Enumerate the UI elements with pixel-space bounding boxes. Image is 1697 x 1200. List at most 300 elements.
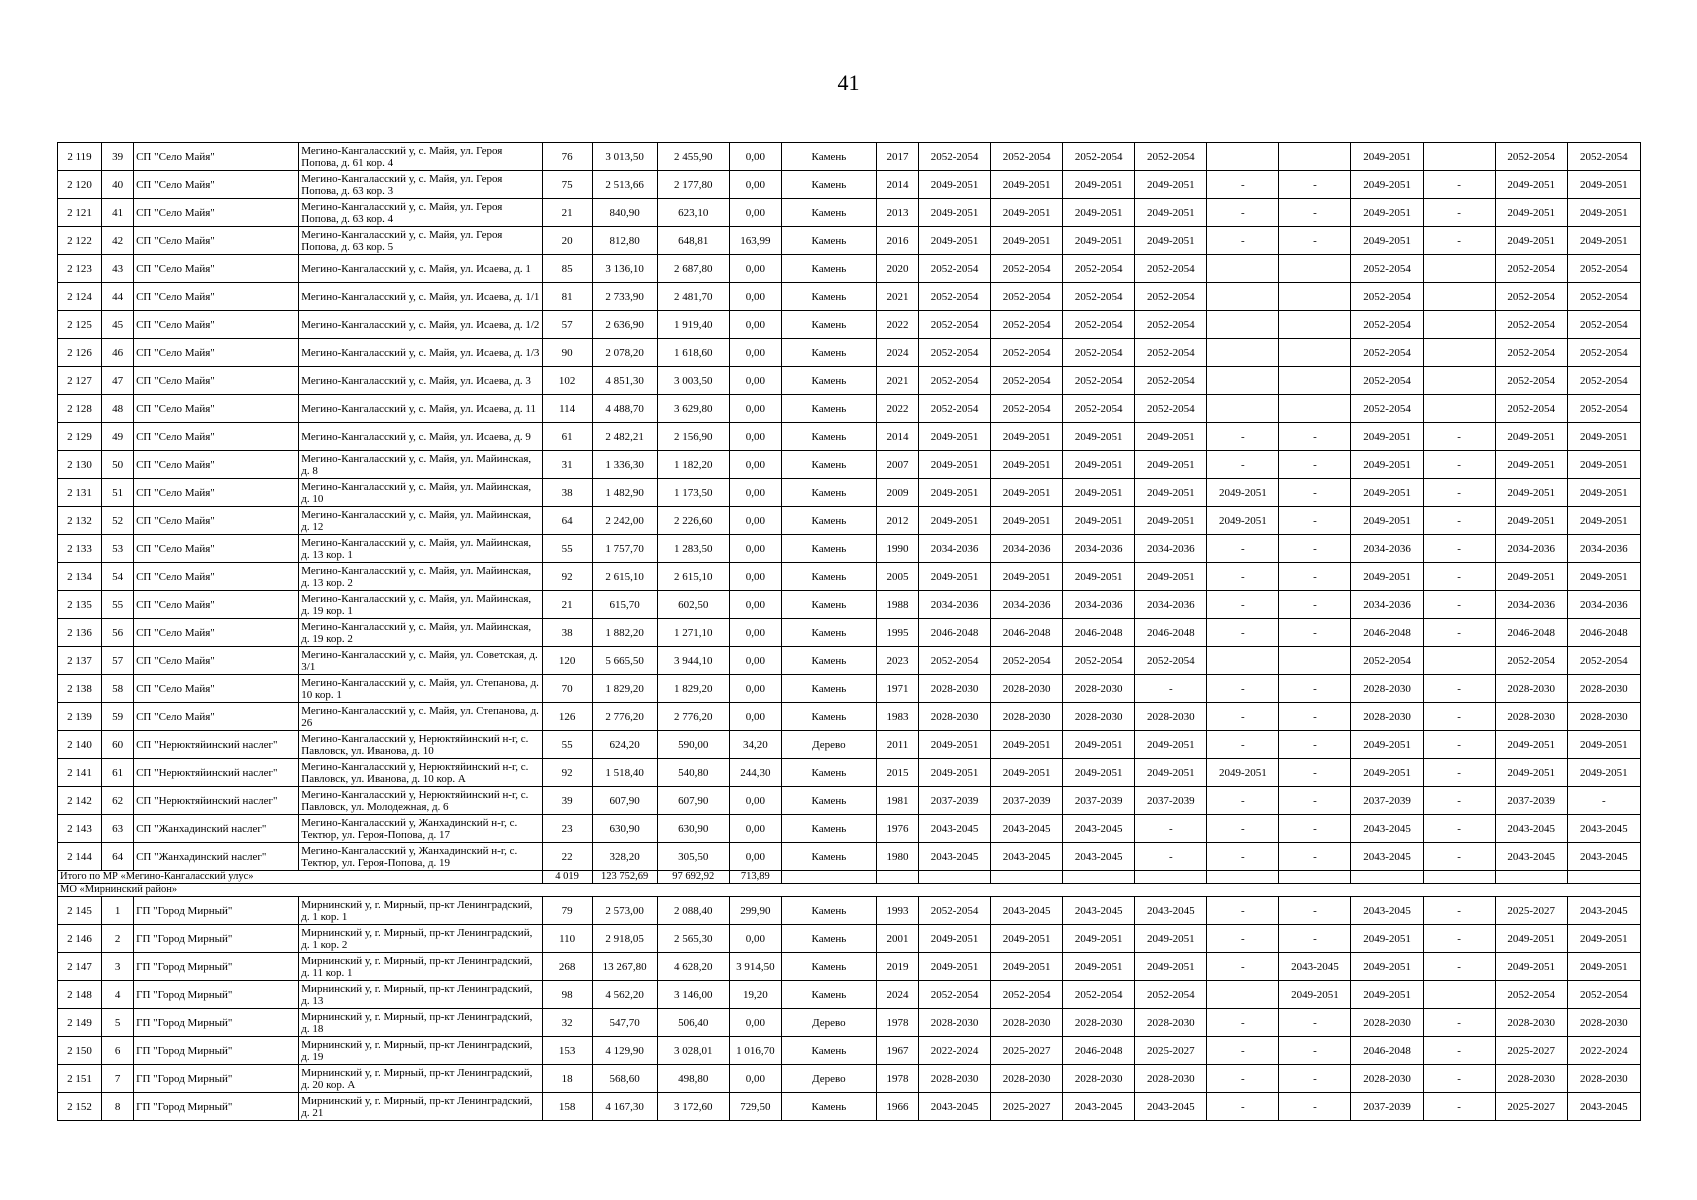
table-cell <box>1207 367 1279 395</box>
table-cell: 2049-2051 <box>1135 563 1207 591</box>
table-cell: 2043-2045 <box>1063 843 1135 871</box>
table-cell: - <box>1423 925 1495 953</box>
table-cell: 0,00 <box>729 563 781 591</box>
table-cell: 2028-2030 <box>1063 1009 1135 1037</box>
table-cell: 2001 <box>876 925 918 953</box>
table-cell: 2 146 <box>58 925 102 953</box>
table-cell: 1966 <box>876 1093 918 1121</box>
table-cell: 19,20 <box>729 981 781 1009</box>
table-row <box>58 759 1641 787</box>
table-cell: 2007 <box>876 451 918 479</box>
table-cell: 44 <box>102 283 134 311</box>
table-cell: 92 <box>542 759 592 787</box>
table-cell: 55 <box>102 591 134 619</box>
table-cell: 2015 <box>876 759 918 787</box>
table-cell: 2 156,90 <box>657 423 729 451</box>
table-cell: - <box>1423 759 1495 787</box>
table-cell: - <box>1279 451 1351 479</box>
table-cell: 2 615,10 <box>657 563 729 591</box>
table-cell: 2049-2051 <box>1063 451 1135 479</box>
table-row <box>58 953 1641 981</box>
table-cell: 2049-2051 <box>991 731 1063 759</box>
table-cell: 57 <box>102 647 134 675</box>
table-cell <box>1423 283 1495 311</box>
table-cell: Камень <box>781 535 876 563</box>
table-cell: 1 336,30 <box>592 451 657 479</box>
table-cell: Дерево <box>781 1065 876 1093</box>
table-cell: Камень <box>781 339 876 367</box>
table-cell: 2052-2054 <box>991 981 1063 1009</box>
table-cell: 2037-2039 <box>1351 787 1423 815</box>
table-cell: СП "Село Майя" <box>134 591 299 619</box>
table-cell: 2046-2048 <box>1495 619 1567 647</box>
table-cell: 2034-2036 <box>991 535 1063 563</box>
table-cell: 2028-2030 <box>1495 703 1567 731</box>
table-cell: - <box>1207 675 1279 703</box>
table-cell: 729,50 <box>729 1093 781 1121</box>
table-cell: - <box>1279 897 1351 925</box>
table-cell: 114 <box>542 395 592 423</box>
table-cell: 2049-2051 <box>919 451 991 479</box>
table-cell: - <box>1279 925 1351 953</box>
rows-mirninsky <box>58 897 1641 1121</box>
table-cell: - <box>1279 1065 1351 1093</box>
table-cell: - <box>1279 591 1351 619</box>
table-cell: 2052-2054 <box>1495 143 1567 171</box>
table-cell: 590,00 <box>657 731 729 759</box>
table-cell: Мирнинский у, г. Мирный, пр-кт Ленинградский, д. 1 кор. 1 <box>299 897 542 925</box>
table-cell: Камень <box>781 1093 876 1121</box>
table-cell: 2049-2051 <box>1495 953 1567 981</box>
table-cell: 3 013,50 <box>592 143 657 171</box>
table-cell: 2052-2054 <box>1351 647 1423 675</box>
table-cell: - <box>1423 619 1495 647</box>
table-cell: 328,20 <box>592 843 657 871</box>
table-cell: 2028-2030 <box>919 675 991 703</box>
table-cell: 153 <box>542 1037 592 1065</box>
table-cell: 2 127 <box>58 367 102 395</box>
table-row <box>58 897 1641 925</box>
table-cell: 840,90 <box>592 199 657 227</box>
table-cell: Мегино-Кангаласский у, с. Майя, ул. Майинская, д. 12 <box>299 507 542 535</box>
table-cell: 2043-2045 <box>1567 843 1640 871</box>
table-cell: 52 <box>102 507 134 535</box>
table-cell: 2 455,90 <box>657 143 729 171</box>
table-cell <box>1207 981 1279 1009</box>
table-cell: 2037-2039 <box>919 787 991 815</box>
table-cell: 2049-2051 <box>1495 759 1567 787</box>
table-row <box>58 255 1641 283</box>
table-cell: 268 <box>542 953 592 981</box>
table-row <box>58 619 1641 647</box>
table-cell: 2049-2051 <box>1351 731 1423 759</box>
table-cell: 2052-2054 <box>1063 283 1135 311</box>
table-cell: Мирнинский у, г. Мирный, пр-кт Ленинградский, д. 21 <box>299 1093 542 1121</box>
table-cell: 4 628,20 <box>657 953 729 981</box>
table-cell: 2034-2036 <box>1567 591 1640 619</box>
table-cell <box>1279 367 1351 395</box>
table-cell: 2049-2051 <box>1567 507 1640 535</box>
table-cell: 2034-2036 <box>1495 591 1567 619</box>
table-cell: 4 <box>102 981 134 1009</box>
table-cell: - <box>1135 815 1207 843</box>
table-cell: 60 <box>102 731 134 759</box>
table-row <box>58 1037 1641 1065</box>
table-row <box>58 1065 1641 1093</box>
table-cell: 2046-2048 <box>1351 1037 1423 1065</box>
table-cell: 2046-2048 <box>1351 619 1423 647</box>
table-cell: 2043-2045 <box>991 897 1063 925</box>
table-cell: 39 <box>542 787 592 815</box>
table-cell: Мегино-Кангаласский у, с. Майя, ул. Исаева, д. 1 <box>299 255 542 283</box>
table-cell: - <box>1423 731 1495 759</box>
table-cell: 2014 <box>876 171 918 199</box>
table-cell: 2028-2030 <box>1351 703 1423 731</box>
table-cell: 2049-2051 <box>991 479 1063 507</box>
table-cell: 630,90 <box>592 815 657 843</box>
table-cell: 2052-2054 <box>1351 395 1423 423</box>
table-cell: 1 518,40 <box>592 759 657 787</box>
table-cell: 2049-2051 <box>1567 171 1640 199</box>
table-cell: 64 <box>102 843 134 871</box>
table-cell: 2043-2045 <box>1135 1093 1207 1121</box>
table-cell <box>1279 255 1351 283</box>
table-cell: Мегино-Кангаласский у, с. Майя, ул. Советская, д. 3/1 <box>299 647 542 675</box>
table-cell <box>1423 311 1495 339</box>
table-cell: 2 119 <box>58 143 102 171</box>
table-cell: 1978 <box>876 1065 918 1093</box>
table-cell: 2028-2030 <box>1351 1009 1423 1037</box>
table-cell: 2049-2051 <box>1495 423 1567 451</box>
table-cell: 2028-2030 <box>991 703 1063 731</box>
table-cell: 2049-2051 <box>1351 953 1423 981</box>
table-cell: 2052-2054 <box>1063 395 1135 423</box>
table-cell: 2049-2051 <box>1567 953 1640 981</box>
table-cell: - <box>1279 535 1351 563</box>
table-cell <box>1207 647 1279 675</box>
table-cell: 2 131 <box>58 479 102 507</box>
table-cell: 2034-2036 <box>1135 535 1207 563</box>
rows-megino-kangalassky <box>58 143 1641 871</box>
table-cell: СП "Нерюктяйинский наслег" <box>134 787 299 815</box>
table-cell: 2052-2054 <box>1351 255 1423 283</box>
table-cell: 2049-2051 <box>1063 227 1135 255</box>
table-cell: 2052-2054 <box>991 143 1063 171</box>
table-cell: 2028-2030 <box>1567 1009 1640 1037</box>
table-cell: 2052-2054 <box>1063 255 1135 283</box>
table-cell: 45 <box>102 311 134 339</box>
table-cell: Камень <box>781 981 876 1009</box>
section-label: МО «Мирнинский район» <box>58 884 1641 897</box>
table-cell: 2019 <box>876 953 918 981</box>
table-cell: 2049-2051 <box>919 171 991 199</box>
table-cell: Камень <box>781 897 876 925</box>
table-cell: 2052-2054 <box>1063 647 1135 675</box>
table-cell: 70 <box>542 675 592 703</box>
table-cell: - <box>1423 451 1495 479</box>
table-cell: - <box>1207 199 1279 227</box>
table-cell: 2009 <box>876 479 918 507</box>
table-cell: 2028-2030 <box>1351 675 1423 703</box>
table-cell: 2049-2051 <box>1351 563 1423 591</box>
table-cell: 2 140 <box>58 731 102 759</box>
table-cell: 53 <box>102 535 134 563</box>
table-cell: - <box>1207 1093 1279 1121</box>
table-cell: Камень <box>781 563 876 591</box>
table-cell: 2052-2054 <box>1495 339 1567 367</box>
table-cell: - <box>1423 479 1495 507</box>
table-cell: - <box>1279 1009 1351 1037</box>
table-cell: 2 481,70 <box>657 283 729 311</box>
table-cell: СП "Село Майя" <box>134 507 299 535</box>
table-cell: 2022 <box>876 395 918 423</box>
table-cell: 1967 <box>876 1037 918 1065</box>
table-cell: 2025-2027 <box>1495 1037 1567 1065</box>
table-cell: 1 919,40 <box>657 311 729 339</box>
table-cell: 2 143 <box>58 815 102 843</box>
table-cell: 2052-2054 <box>1351 283 1423 311</box>
table-cell: 2052-2054 <box>1063 981 1135 1009</box>
table-row <box>58 143 1641 171</box>
table-cell: 7 <box>102 1065 134 1093</box>
table-cell: Камень <box>781 311 876 339</box>
table-cell: Мегино-Кангаласский у, с. Майя, ул. Героя Попова, д. 63 кор. 5 <box>299 227 542 255</box>
table-cell: 2049-2051 <box>1135 451 1207 479</box>
total-section <box>58 871 1641 897</box>
table-cell: 2049-2051 <box>1207 507 1279 535</box>
table-cell: 2 120 <box>58 171 102 199</box>
table-cell: - <box>1207 535 1279 563</box>
table-cell: 158 <box>542 1093 592 1121</box>
table-cell: 2043-2045 <box>919 1093 991 1121</box>
table-cell: - <box>1135 843 1207 871</box>
table-cell: 2049-2051 <box>1063 479 1135 507</box>
table-cell: 2049-2051 <box>1495 731 1567 759</box>
table-cell: 0,00 <box>729 367 781 395</box>
table-cell: 2049-2051 <box>991 199 1063 227</box>
table-cell: 22 <box>542 843 592 871</box>
table-cell: - <box>1279 675 1351 703</box>
table-cell: 2043-2045 <box>991 843 1063 871</box>
table-cell: 2049-2051 <box>1135 423 1207 451</box>
table-cell: СП "Село Майя" <box>134 675 299 703</box>
table-cell: - <box>1279 1093 1351 1121</box>
table-cell: 4 851,30 <box>592 367 657 395</box>
table-cell: 506,40 <box>657 1009 729 1037</box>
table-cell: 2052-2054 <box>1135 143 1207 171</box>
table-cell: 2043-2045 <box>1135 897 1207 925</box>
table-cell: 540,80 <box>657 759 729 787</box>
table-cell: 0,00 <box>729 703 781 731</box>
table-cell: 2049-2051 <box>1351 451 1423 479</box>
table-cell: 2049-2051 <box>1207 479 1279 507</box>
table-cell <box>1423 143 1495 171</box>
table-cell: - <box>1207 925 1279 953</box>
table-cell: 0,00 <box>729 255 781 283</box>
table-cell: 2043-2045 <box>919 815 991 843</box>
table-cell <box>1207 395 1279 423</box>
table-cell: 1 <box>102 897 134 925</box>
table-cell: Камень <box>781 591 876 619</box>
table-cell: 607,90 <box>657 787 729 815</box>
table-cell: 2052-2054 <box>1495 255 1567 283</box>
table-cell: 2043-2045 <box>991 815 1063 843</box>
table-cell: 2025-2027 <box>991 1037 1063 1065</box>
table-cell: 43 <box>102 255 134 283</box>
table-cell: 54 <box>102 563 134 591</box>
table-row <box>58 171 1641 199</box>
table-cell: Мирнинский у, г. Мирный, пр-кт Ленинградский, д. 19 <box>299 1037 542 1065</box>
table-cell: Камень <box>781 423 876 451</box>
table-cell: - <box>1279 563 1351 591</box>
table-cell: 2052-2054 <box>919 255 991 283</box>
table-cell: СП "Село Майя" <box>134 311 299 339</box>
table-cell: - <box>1423 563 1495 591</box>
table-cell: 2049-2051 <box>1135 171 1207 199</box>
table-row <box>58 451 1641 479</box>
table-cell: 2037-2039 <box>1135 787 1207 815</box>
table-cell: 21 <box>542 199 592 227</box>
table-cell: СП "Село Майя" <box>134 703 299 731</box>
table-cell: 38 <box>542 619 592 647</box>
table-cell: 2049-2051 <box>1567 731 1640 759</box>
table-cell: 0,00 <box>729 199 781 227</box>
table-cell: - <box>1279 507 1351 535</box>
table-cell: 5 665,50 <box>592 647 657 675</box>
table-cell: - <box>1423 815 1495 843</box>
table-cell: 2028-2030 <box>1063 703 1135 731</box>
table-cell: Мегино-Кангаласский у, с. Майя, ул. Исаева, д. 9 <box>299 423 542 451</box>
table-cell: 1 271,10 <box>657 619 729 647</box>
table-cell: СП "Село Майя" <box>134 563 299 591</box>
table-cell: 624,20 <box>592 731 657 759</box>
table-cell: 76 <box>542 143 592 171</box>
table-cell: 2049-2051 <box>1351 479 1423 507</box>
table-row <box>58 731 1641 759</box>
table-cell: 55 <box>542 731 592 759</box>
table-cell: 2046-2048 <box>1135 619 1207 647</box>
table-cell: 42 <box>102 227 134 255</box>
table-cell: СП "Жанхадинский наслег" <box>134 815 299 843</box>
table-row <box>58 311 1641 339</box>
table-cell: 4 562,20 <box>592 981 657 1009</box>
table-cell: 2043-2045 <box>1063 1093 1135 1121</box>
table-cell: - <box>1423 897 1495 925</box>
table-cell: 0,00 <box>729 787 781 815</box>
table-cell: 2052-2054 <box>1135 311 1207 339</box>
table-cell: ГП "Город Мирный" <box>134 1065 299 1093</box>
table-cell: 0,00 <box>729 619 781 647</box>
table-cell: Камень <box>781 843 876 871</box>
table-cell: - <box>1423 1009 1495 1037</box>
table-cell: 2 573,00 <box>592 897 657 925</box>
table-cell: 5 <box>102 1009 134 1037</box>
table-row <box>58 787 1641 815</box>
table-cell: Мегино-Кангаласский у, Нерюктяйинский н-г, с. Павловск, ул. Иванова, д. 10 <box>299 731 542 759</box>
table-cell: 2049-2051 <box>1063 171 1135 199</box>
table-cell: 51 <box>102 479 134 507</box>
table-cell: 126 <box>542 703 592 731</box>
table-cell: 2 148 <box>58 981 102 1009</box>
table-cell: Камень <box>781 925 876 953</box>
table-cell: ГП "Город Мирный" <box>134 897 299 925</box>
table-cell: 1 173,50 <box>657 479 729 507</box>
table-cell: 0,00 <box>729 423 781 451</box>
table-cell: 2049-2051 <box>991 171 1063 199</box>
total-nonresidential-area: 713,89 <box>729 871 781 884</box>
table-row <box>58 563 1641 591</box>
table-cell: - <box>1423 1093 1495 1121</box>
table-cell: 244,30 <box>729 759 781 787</box>
table-cell: 2037-2039 <box>1351 1093 1423 1121</box>
table-cell: 81 <box>542 283 592 311</box>
table-cell: 2052-2054 <box>1495 647 1567 675</box>
table-cell: 4 129,90 <box>592 1037 657 1065</box>
table-cell: - <box>1279 199 1351 227</box>
table-cell: Мегино-Кангаласский у, с. Майя, ул. Исаева, д. 1/1 <box>299 283 542 311</box>
table-cell: 2025-2027 <box>1495 897 1567 925</box>
table-cell: 2052-2054 <box>1063 143 1135 171</box>
table-cell: 2011 <box>876 731 918 759</box>
table-cell: - <box>1207 171 1279 199</box>
table-cell: 2049-2051 <box>1135 479 1207 507</box>
table-cell: 2 145 <box>58 897 102 925</box>
table-cell: 64 <box>542 507 592 535</box>
table-cell: 2049-2051 <box>1567 925 1640 953</box>
table-cell: 2049-2051 <box>1135 759 1207 787</box>
table-cell: 92 <box>542 563 592 591</box>
table-cell: 0,00 <box>729 311 781 339</box>
table-cell: 2034-2036 <box>1135 591 1207 619</box>
table-cell: 2049-2051 <box>1063 731 1135 759</box>
table-cell: 2049-2051 <box>1495 563 1567 591</box>
table-cell <box>1423 395 1495 423</box>
table-cell: 1 016,70 <box>729 1037 781 1065</box>
table-cell: ГП "Город Мирный" <box>134 925 299 953</box>
table-cell: 2 135 <box>58 591 102 619</box>
table-cell: 2028-2030 <box>1567 703 1640 731</box>
table-cell: - <box>1207 815 1279 843</box>
table-cell: 0,00 <box>729 451 781 479</box>
table-cell: Мирнинский у, г. Мирный, пр-кт Ленинградский, д. 20 кор. А <box>299 1065 542 1093</box>
table-cell: 59 <box>102 703 134 731</box>
table-cell: СП "Село Майя" <box>134 199 299 227</box>
table-cell: СП "Село Майя" <box>134 283 299 311</box>
table-cell: 2028-2030 <box>1135 1065 1207 1093</box>
table-cell: 2 121 <box>58 199 102 227</box>
table-cell: 0,00 <box>729 647 781 675</box>
table-cell: 2034-2036 <box>991 591 1063 619</box>
table-cell: 0,00 <box>729 507 781 535</box>
table-cell: 46 <box>102 339 134 367</box>
table-cell: 2052-2054 <box>1567 311 1640 339</box>
table-row <box>58 981 1641 1009</box>
table-row <box>58 339 1641 367</box>
table-cell: 23 <box>542 815 592 843</box>
table-cell: 648,81 <box>657 227 729 255</box>
table-cell: 2049-2051 <box>1063 563 1135 591</box>
table-cell: 2 141 <box>58 759 102 787</box>
table-row <box>58 1009 1641 1037</box>
table-cell: 2049-2051 <box>991 451 1063 479</box>
table-cell: 2 130 <box>58 451 102 479</box>
table-cell: 2049-2051 <box>1135 925 1207 953</box>
table-cell: 2049-2051 <box>1495 227 1567 255</box>
table-cell: 1 618,60 <box>657 339 729 367</box>
table-row <box>58 367 1641 395</box>
table-cell: 1983 <box>876 703 918 731</box>
table-cell: 2049-2051 <box>1567 479 1640 507</box>
